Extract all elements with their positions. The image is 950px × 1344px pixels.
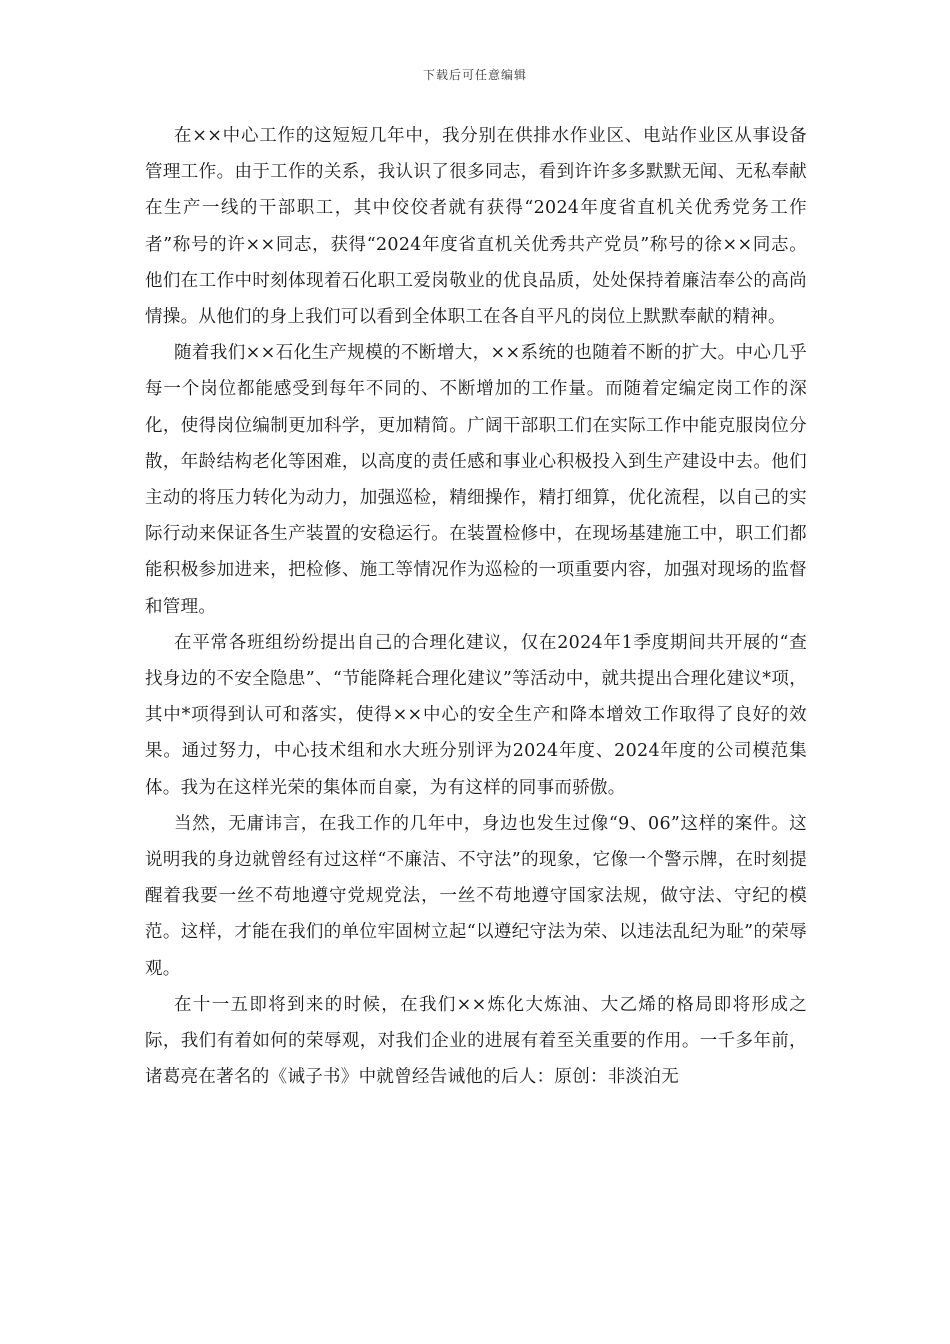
header-note: 下载后可任意编辑 <box>422 68 527 82</box>
paragraph-3: 在平常各班组纷纷提出自己的合理化建议，仅在2024年1季度期间共开展的“查找身边的不安全隐患”、“节能降耗合理化建议”等活动中，就共提出合理化建议*项，其中*项得到认可和落实，使得××中心的安全生产和降本增效工作取得了良好的效果。通过努力，中心技术组和水大班分别评为2024年度、2024年度的公司模范集体。我为在这样光荣的集体而自豪，为有这样的同事而骄傲。 <box>145 632 807 798</box>
document-body <box>145 118 807 1095</box>
paragraph-5: 在十一五即将到来的时候，在我们××炼化大炼油、大乙烯的格局即将形成之际，我们有着如何的荣辱观，对我们企业的进展有着至关重要的作用。一千多年前，诸葛亮在著名的《诫子书》中就曾经告诫他的后人：原创：非淡泊无 <box>145 994 807 1088</box>
paragraph-2: 随着我们××石化生产规模的不断增大，××系统的也随着不断的扩大。中心几乎每一个岗位都能感受到每年不同的、不断增加的工作量。而随着定编定岗工作的深化，使得岗位编制更加科学，更加精简。广阔干部职工们在实际工作中能克服岗位分散，年龄结构老化等困难，以高度的责任感和事业心积极投入到生产建设中去。他们主动的将压力转化为动力，加强巡检，精细操作，精打细算，优化流程，以自己的实际行动来保证各生产装置的安稳运行。在装置检修中，在现场基建施工中，职工们都能积极参加进来，把检修、施工等情况作为巡检的一项重要内容，加强对现场的监督和管理。 <box>145 343 807 617</box>
paragraph-4: 当然，无庸讳言，在我工作的几年中，身边也发生过像“9、06”这样的案件。这说明我的身边就曾经有过这样“不廉洁、不守法”的现象，它像一个警示牌，在时刻提醒着我要一丝不苟地遵守党规党法，一丝不苟地遵守国家法规，做守法、守纪的模范。这样，才能在我们的单位牢固树立起“以遵纪守法为荣、以违法乱纪为耻”的荣辱观。 <box>145 813 807 979</box>
paragraph-1: 在××中心工作的这短短几年中，我分别在供排水作业区、电站作业区从事设备管理工作。由于工作的关系，我认识了很多同志，看到许许多多默默无闻、无私奉献在生产一线的干部职工，其中佼佼者就有获得“2024年度省直机关优秀党务工作者”称号的许××同志，获得“2024年度省直机关优秀共产党员”称号的徐××同志。他们在工作中时刻体现着石化职工爱岗敬业的优良品质，处处保持着廉洁奉公的高尚情操。从他们的身上我们可以看到全体职工在各自平凡的岗位上默默奉献的精神。 <box>145 126 807 328</box>
